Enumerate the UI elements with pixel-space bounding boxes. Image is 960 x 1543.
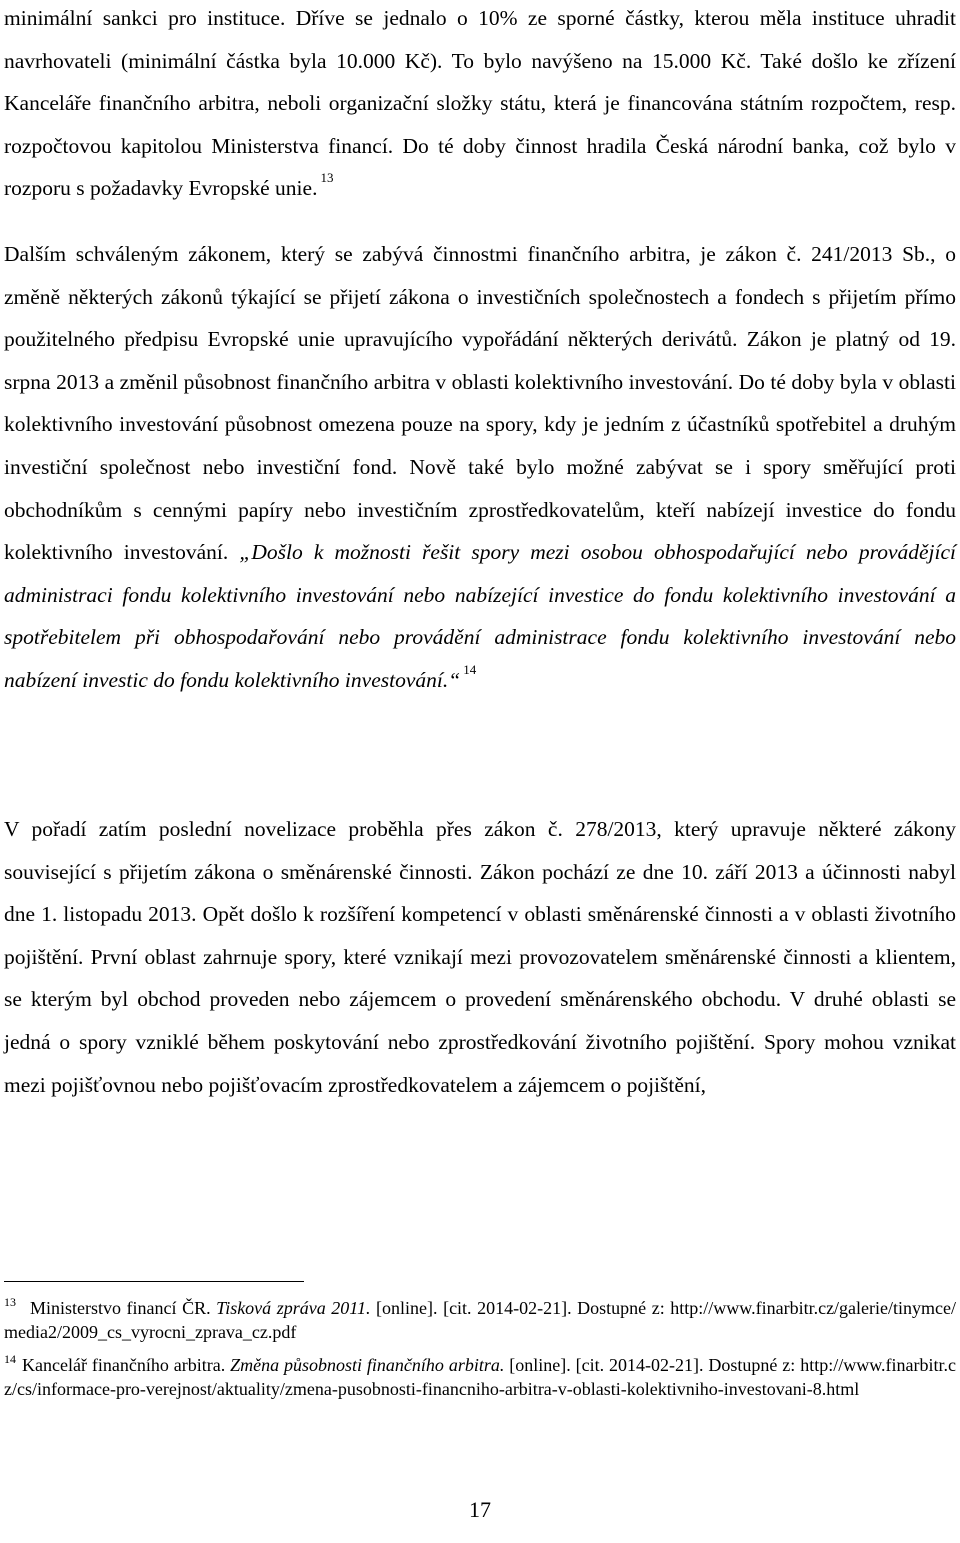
footnote-number: 13 (4, 1295, 16, 1309)
footnote-separator (4, 1281, 304, 1282)
paragraph-2 (4, 233, 956, 705)
footnote-url-link[interactable]: http://www.finarbitr.cz/galerie/tinymce/media2/2009_cs_vyrocni_zprava_cz.pdf (4, 1298, 957, 1342)
footnote-url-link[interactable]: http://www.finarbitr.cz/cs/informace-pro-verejnost/aktuality/zmena-pusobnosti-financniho-arbitra-v-oblasti-kolektivniho-investovani-8.html (4, 1355, 957, 1399)
footnote-reference-13[interactable]: 13 (320, 170, 334, 186)
footnote-source: Kancelář finančního arbitra. (22, 1355, 226, 1375)
page-number: 17 (469, 1497, 491, 1522)
paragraph-3: V pořadí zatím poslední novelizace proběhla přes zákon č. 278/2013, který upravuje některé zákony související s přijetím zákona o směnárenské činnosti. Zákon pochází ze dne 10. září 2013 a účinnosti nabyl dne 1. listopadu 2013. Opět došlo k rozšíření kompetencí v oblasti směnárenské činnosti a v oblasti životního pojištění. První oblast zahrnuje spory, které vznikají mezi provozovatelem směnárenské činnosti a klientem, se kterým byl obchod proveden nebo zájemcem o provedení směnárenského obchodu. V druhé oblasti se jedná o spory vzniklé během poskytování nebo zprostředkování životního pojištění. Spory mohou vznikat mezi pojišťovnou nebo pojišťovacím zprostředkovatelem a zájemcem o pojištění, (4, 817, 956, 1097)
footnote-reference-14[interactable]: 14 (463, 661, 477, 677)
footnote-citation: [online]. [cit. 2014-02-21]. Dostupné z: (509, 1355, 796, 1375)
footnote-14 (4, 1354, 956, 1400)
paragraph-1 (4, 0, 956, 213)
footnote-citation: [online]. [cit. 2014-02-21]. Dostupné z: (376, 1298, 665, 1318)
footnote-title: Změna působnosti finančního arbitra. (230, 1355, 505, 1375)
footnote-number: 14 (4, 1352, 16, 1366)
paragraph-2-quote: „Došlo k možnosti řešit spory mezi osobou obhospodařující nebo provádějící administraci fondu kolektivního investování nebo nabízející investice do fondu kolektivního investování a spotřebitelem při obhospodařování nebo provádění administrace fondu kolektivního investování nebo nabízení investic do fondu kolektivního investování.“ (4, 540, 957, 692)
footnote-source: Ministerstvo financí ČR. (30, 1298, 211, 1318)
footnote-13 (4, 1297, 956, 1343)
paragraph-2-text: Dalším schváleným zákonem, který se zabývá činnostmi finančního arbitra, je zákon č. 241/2013 Sb., o změně některých zákonů týkající se přijetí zákona o investičních společnostech a fondech s přijetím přímo použitelného předpisu Evropské unie upravujícího vypořádání některých derivátů. Zákon je platný od 19. srpna 2013 a změnil působnost finančního arbitra v oblasti kolektivního investování. Do té doby byla v oblasti kolektivního investování působnost omezena pouze na spory, kdy je jedním z účastníků spotřebitel a druhým investiční společnost nebo investiční fond. Nově také bylo možné zabývat se i spory směřující proti obchodníkům s cennými papíry nebo investičním zprostředkovatelům, kteří nabízejí investice do fondu kolektivního investování. (4, 242, 956, 565)
footnote-title: Tisková zpráva 2011. (216, 1298, 371, 1318)
paragraph-1-text: minimální sankci pro instituce. Dříve se jednalo o 10% ze sporné částky, kterou měla instituce uhradit navrhovateli (minimální částka byla 10.000 Kč). To bylo navýšeno na 15.000 Kč. Také došlo ke zřízení Kanceláře finančního arbitra, neboli organizační složky státu, která je financována státním rozpočtem, resp. rozpočtovou kapitolou Ministerstva financí. Do té doby činnost hradila Česká národní banka, což bylo v rozporu s požadavky Evropské unie. (4, 6, 956, 201)
